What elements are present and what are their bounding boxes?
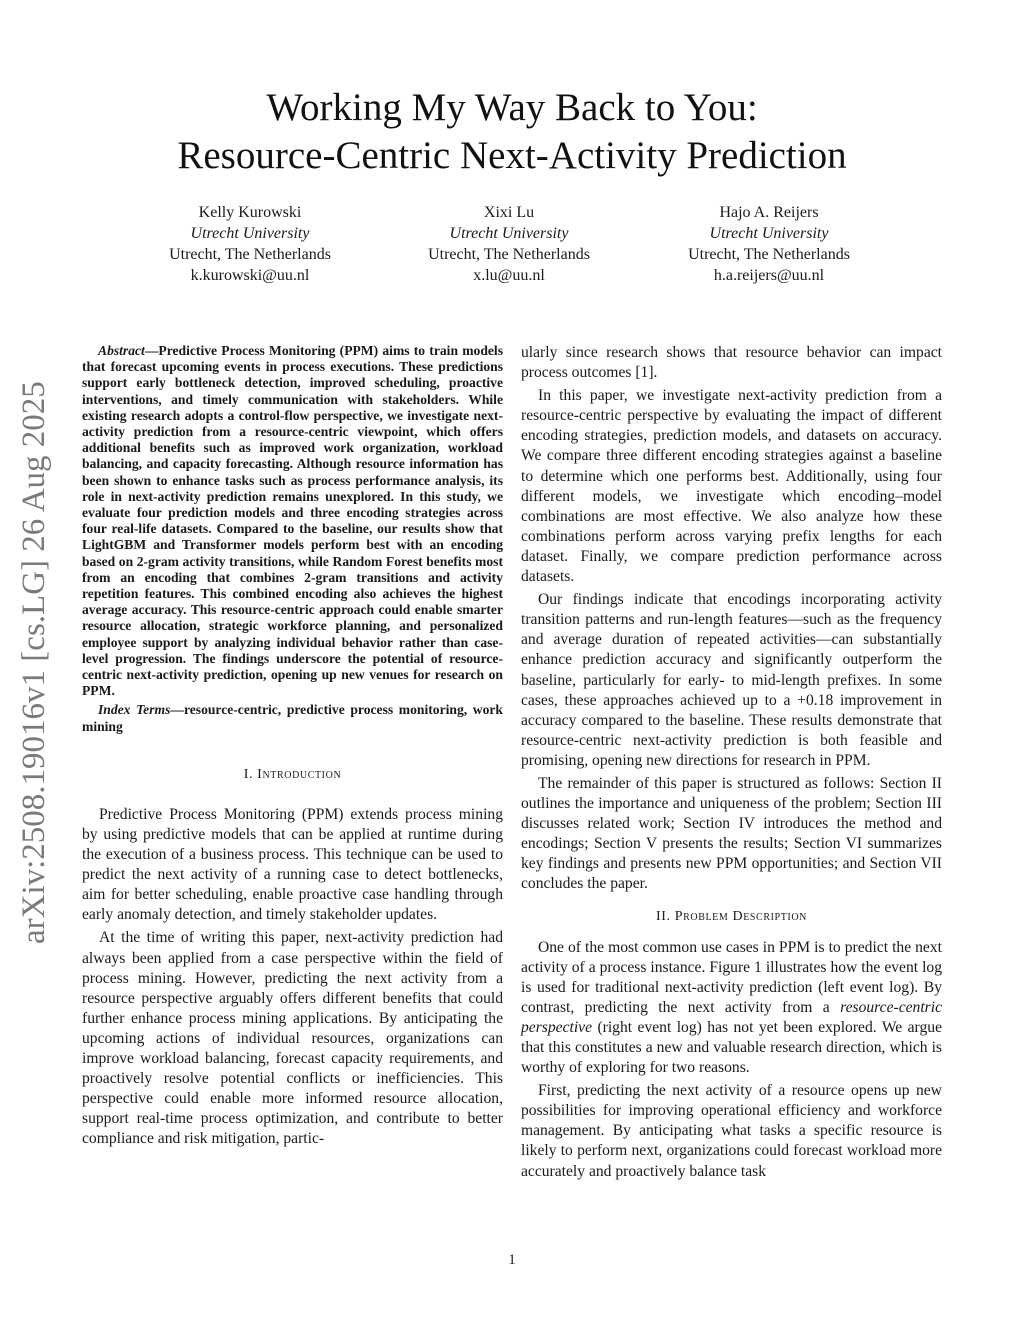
author-name: Hajo A. Reijers [719, 204, 819, 221]
author-location: Utrecht, The Netherlands [428, 246, 590, 263]
author-email: h.a.reijers@uu.nl [713, 267, 825, 284]
paragraph: Predictive Process Monitoring (PPM) extends process mining by using predictive models that can be applied at runtime during the execution of a business process. This technique can be used to predict the next activity of a running case to detect bottlenecks, aim for better scheduling, enable proactive case handling through early anomaly detection, and timely stakeholder updates. [82, 805, 503, 924]
abstract-text: —Predictive Process Monitoring (PPM) aims to train models that forecast upcoming events in process executions. These predictions support early bottleneck detection, improved scheduling, proactive interventions, and timely communication with stakeholders. While existing research adopts a control-flow perspective, we investigate next-activity prediction from a resource-centric viewpoint, which offers additional benefits such as improved work organization, workload balancing, and capacity forecasting. Although resource information has been shown to enhance tasks such as process performance analysis, its role in next-activity prediction remains unexplored. In this study, we evaluate four prediction models and three encoding strategies across four real-life datasets. Compared to the baseline, our results show that LightGBM and Transformer models perform best with an encoding based on 2-gram activity transitions, while Random Forest benefits most from an encoding that combines 2-gram transitions and activity repetition features. This combined encoding also achieves the highest average accuracy. This resource-centric approach could enable smarter resource allocation, strategic workforce planning, and personalized employee support by analyzing individual behavior rather than case-level progression. The findings underscore the potential of resource-centric next-activity prediction, opening up new venues for research on PPM. [82, 343, 503, 699]
index-terms-label: Index Terms [98, 702, 171, 718]
index-terms [82, 702, 503, 734]
author-location: Utrecht, The Netherlands [688, 246, 850, 263]
author-affiliation: Utrecht University [709, 225, 829, 242]
paragraph [521, 938, 942, 1079]
author-block [389, 202, 629, 286]
paragraph: ularly since research shows that resource behavior can impact process outcomes [1]. [521, 344, 942, 382]
section-heading-introduction: I. Introduction [243, 766, 342, 782]
left-column [82, 343, 503, 1152]
paper-title [100, 84, 924, 180]
paragraph: At the time of writing this paper, next-activity prediction had always been applied from a case perspective within the field of process mining. However, predicting the next activity from a resource perspective arguably offers different benefits that could further enhance process mining applications. By anticipating the upcoming actions of individual resources, organizations can improve workload balancing, forecast capacity requirements, and proactively resolve potential conflicts or inefficiencies. This perspective could enable more informed resource allocation, support real-time process optimization, and contribute to better compliance and risk mitigation, partic- [82, 929, 503, 1148]
author-email: k.kurowski@uu.nl [190, 267, 310, 284]
abstract-label: Abstract [98, 343, 145, 358]
author-name: Kelly Kurowski [198, 204, 302, 221]
author-affiliation: Utrecht University [449, 225, 569, 242]
author-block [130, 202, 370, 286]
emphasis-text: resource-centric perspective [521, 998, 942, 1036]
paragraph-text: One of the most common use cases in PPM is to predict the next activity of a process instance. Figure 1 illustrates how the event log is used for traditional next-activity prediction (left event log). By contrast, predicting the next activity from a [521, 938, 942, 1016]
abstract [82, 343, 503, 699]
index-terms-text: —resource-centric, predictive process monitoring, work mining [82, 702, 503, 734]
title-line-1: Working My Way Back to You: [266, 86, 758, 129]
author-block [649, 202, 889, 286]
author-location: Utrecht, The Netherlands [169, 246, 331, 263]
arxiv-side-stamp: arXiv:2508.19016v1 [cs.LG] 26 Aug 2025 [16, 381, 52, 945]
author-affiliation: Utrecht University [190, 225, 310, 242]
title-line-2: Resource-Centric Next-Activity Prediction [177, 134, 847, 177]
page-number: 1 [508, 1252, 516, 1268]
author-email: x.lu@uu.nl [473, 267, 545, 284]
author-name: Xixi Lu [483, 204, 535, 221]
right-column [521, 343, 942, 1185]
paragraph: The remainder of this paper is structured as follows: Section II outlines the importance and uniqueness of the problem; Section III discusses related work; Section IV introduces the method and encodings; Section V presents the results; Section VI summarizes key findings and presents new PPM opportunities; and Section VII concludes the paper. [521, 774, 942, 893]
section-heading-problem-description: II. Problem Description [656, 908, 807, 924]
paragraph-text: (right event log) has not yet been explored. We argue that this constitutes a new and valuable research direction, which is worthy of exploring for two reasons. [521, 1018, 942, 1077]
paragraph: First, predicting the next activity of a resource opens up new possibilities for improving operational efficiency and workforce management. By anticipating what tasks a specific resource is likely to perform next, organizations could forecast workload more accurately and proactively balance task [521, 1082, 942, 1180]
paragraph: Our findings indicate that encodings incorporating activity transition patterns and run-length features—such as the frequency and average duration of repeated activities—can substantially enhance prediction accuracy and significantly outperform the baseline, particularly for early- to mid-length prefixes. In some cases, these approaches achieved up to a +0.18 improvement in accuracy compared to the baseline. These results demonstrate that resource-centric next-activity prediction is both feasible and promising, opening new directions for research in PPM. [521, 591, 942, 769]
paragraph: In this paper, we investigate next-activity prediction from a resource-centric perspective by evaluating the impact of different encoding strategies, prediction models, and datasets on accuracy. We compare three different encoding strategies against a baseline to determine which one performs best. Additionally, using four different models, we investigate which encoding–model combinations are most effective. We also analyze how these combinations perform across varying prefix lengths for each dataset. Finally, we compare prediction performance across datasets. [521, 387, 942, 586]
